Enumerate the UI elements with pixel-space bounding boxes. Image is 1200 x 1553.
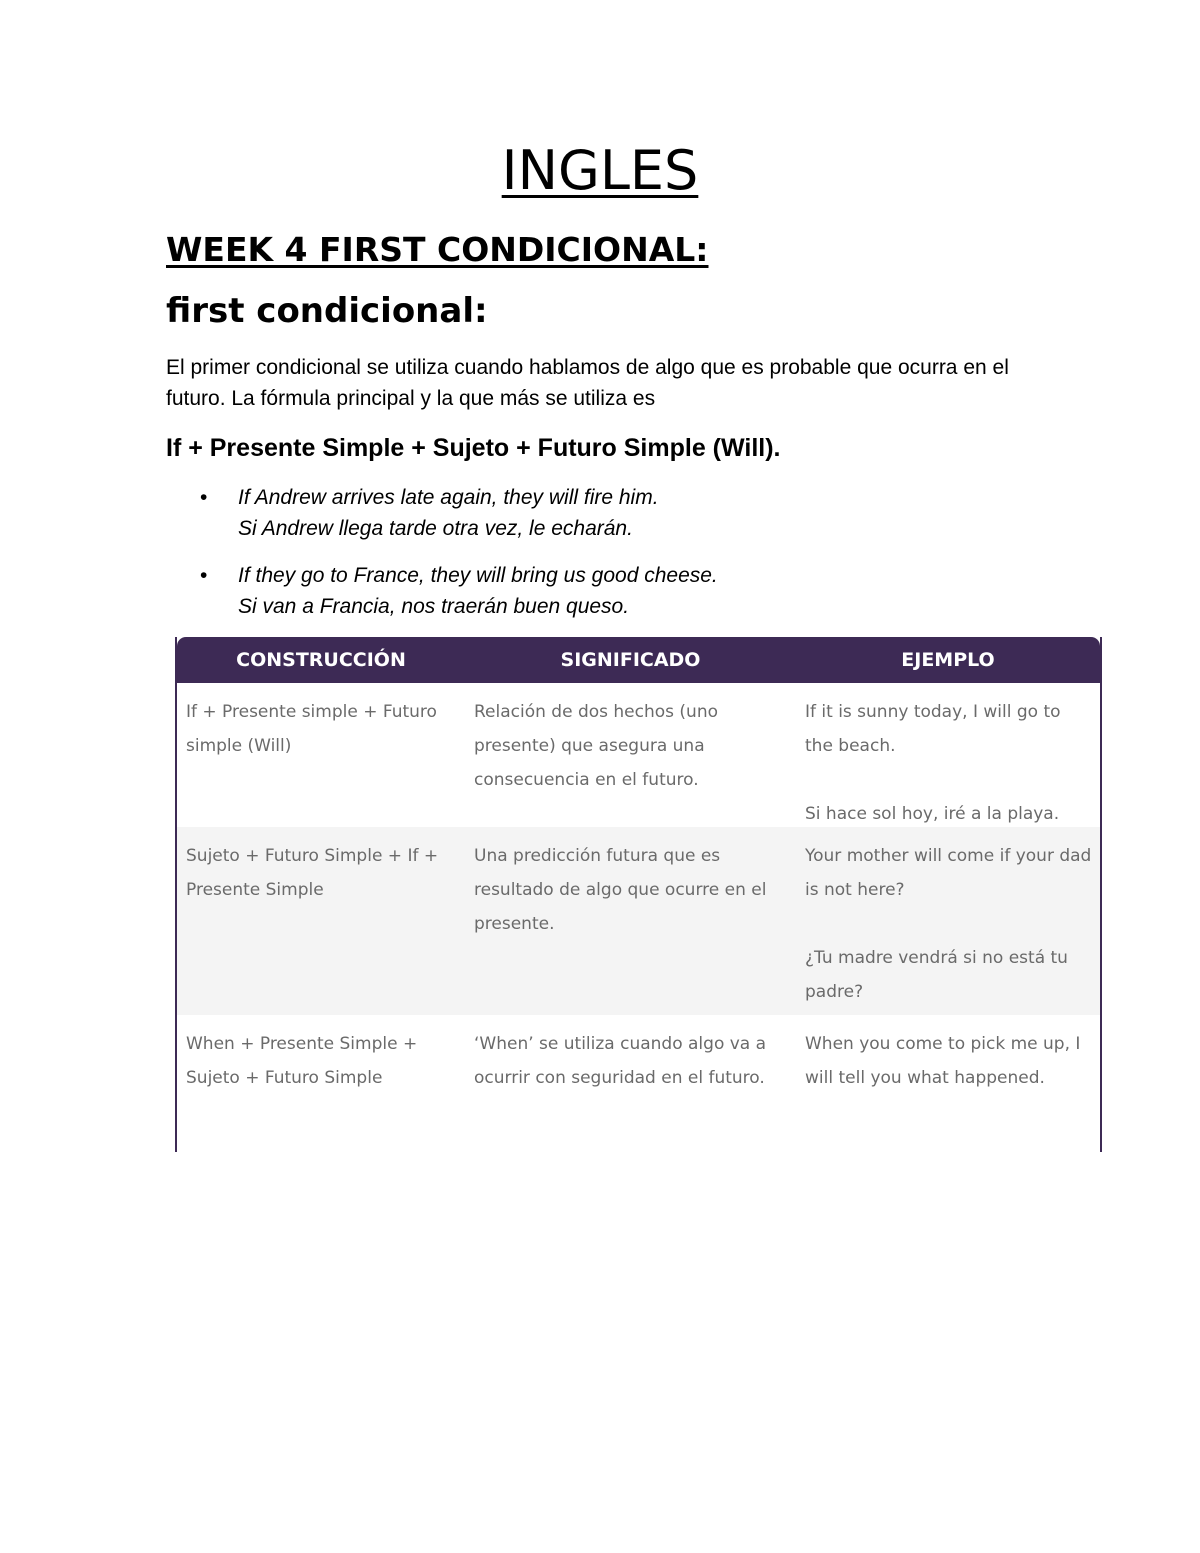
cell-significado bbox=[465, 683, 796, 827]
cell-example-english: When you come to pick me up, I will tell you what happened. bbox=[805, 1034, 1081, 1088]
cell-significado bbox=[465, 827, 796, 1015]
table-row bbox=[177, 683, 1100, 827]
cell-construccion bbox=[177, 827, 465, 1015]
cell-example-english: If it is sunny today, I will go to the beach. bbox=[805, 702, 1061, 756]
example-list bbox=[196, 482, 1056, 638]
cell-text: ‘When’ se utiliza cuando algo va a ocurrir con seguridad en el futuro. bbox=[474, 1034, 767, 1088]
header-significado: SIGNIFICADO bbox=[560, 649, 701, 671]
list-item bbox=[196, 482, 1056, 544]
bullet-icon: • bbox=[200, 564, 208, 587]
cell-construccion bbox=[177, 1015, 465, 1152]
header-construccion: CONSTRUCCIÓN bbox=[236, 649, 406, 671]
bullet-icon: • bbox=[200, 486, 208, 509]
cell-ejemplo bbox=[796, 1015, 1100, 1152]
example-english: If they go to France, they will bring us good cheese. bbox=[238, 564, 718, 587]
cell-example-spanish: Si hace sol hoy, iré a la playa. bbox=[805, 804, 1060, 824]
header-ejemplo: EJEMPLO bbox=[901, 649, 995, 671]
cell-ejemplo bbox=[796, 683, 1100, 827]
cell-example-english: Your mother will come if your dad is not here? bbox=[805, 846, 1092, 900]
table-header-row bbox=[177, 637, 1100, 683]
cell-text: Una predicción futura que es resultado de algo que ocurre en el presente. bbox=[474, 846, 767, 934]
week-heading: WEEK 4 FIRST CONDICIONAL: bbox=[166, 230, 709, 269]
intro-paragraph: El primer condicional se utiliza cuando hablamos de algo que es probable que ocurra en el futuro. La fórmula principal y la que más se utiliza es bbox=[166, 356, 1009, 410]
list-item bbox=[196, 560, 1056, 622]
cell-construccion bbox=[177, 683, 465, 827]
cell-example-spanish: ¿Tu madre vendrá si no está tu padre? bbox=[805, 948, 1068, 1002]
page-title-text: INGLES bbox=[501, 139, 699, 202]
example-spanish: Si Andrew llega tarde otra vez, le echarán. bbox=[238, 517, 633, 540]
conditional-table bbox=[175, 637, 1102, 1152]
table-row bbox=[177, 1015, 1100, 1152]
cell-text: If + Presente simple + Futuro simple (Will) bbox=[186, 702, 437, 756]
cell-text: When + Presente Simple + Sujeto + Futuro Simple bbox=[186, 1034, 418, 1088]
cell-ejemplo bbox=[796, 827, 1100, 1015]
example-english: If Andrew arrives late again, they will fire him. bbox=[238, 486, 659, 509]
cell-significado bbox=[465, 1015, 796, 1152]
example-spanish: Si van a Francia, nos traerán buen queso. bbox=[238, 595, 630, 618]
section-heading: first condicional: bbox=[166, 291, 488, 331]
table-row bbox=[177, 827, 1100, 1015]
page-title bbox=[0, 138, 1200, 204]
cell-text: Relación de dos hechos (uno presente) que asegura una consecuencia en el futuro. bbox=[474, 702, 719, 790]
formula: If + Presente Simple + Sujeto + Futuro Simple (Will). bbox=[166, 434, 781, 462]
cell-text: Sujeto + Futuro Simple + If + Presente Simple bbox=[186, 846, 439, 900]
